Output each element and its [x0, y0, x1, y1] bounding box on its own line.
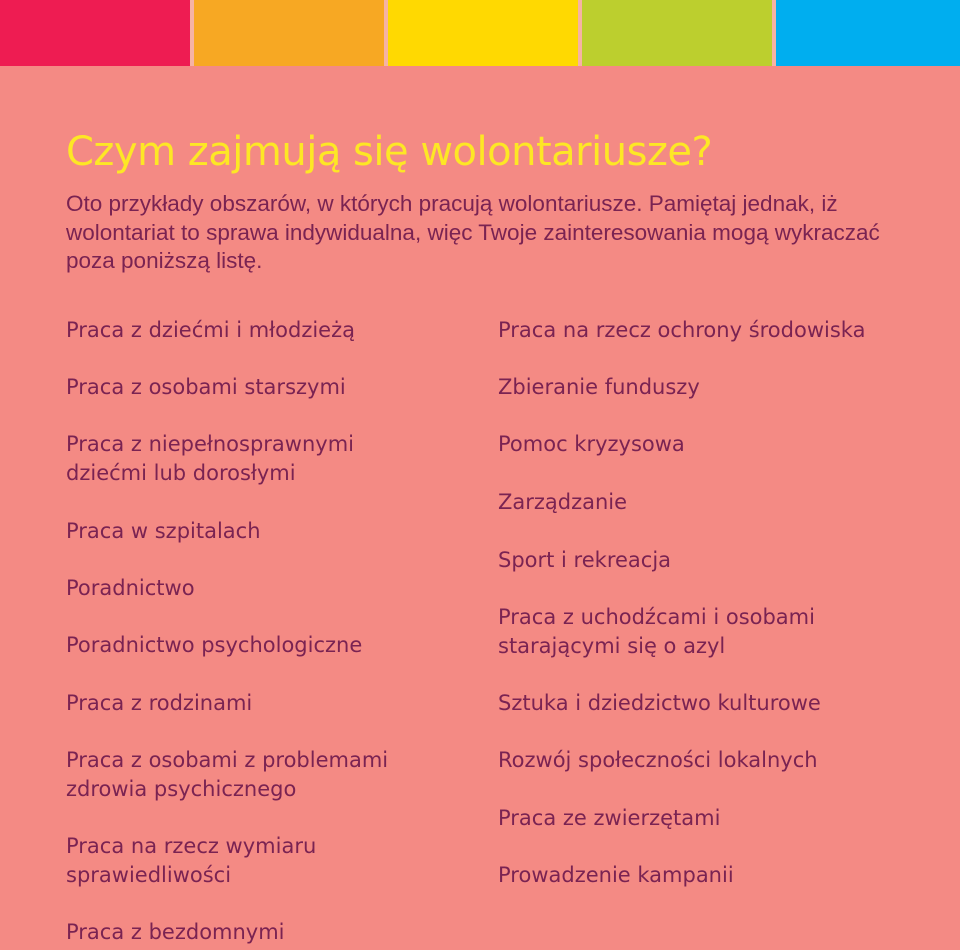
list-item [498, 488, 918, 517]
list-item [498, 316, 918, 345]
list-item-line: Praca z osobami starszymi [66, 375, 346, 399]
list-item [66, 631, 466, 660]
list-item-line: Sztuka i dziedzictwo kulturowe [498, 691, 821, 715]
list-item-line: sprawiedliwości [66, 863, 232, 887]
list-item [66, 689, 466, 718]
list-item-line: Poradnictwo [66, 576, 195, 600]
list-item [66, 574, 466, 603]
list-item [498, 546, 918, 575]
list-item [498, 804, 918, 833]
red-stripe [0, 0, 190, 66]
list-item-line: Praca z dziećmi i młodzieżą [66, 318, 355, 342]
list-item [498, 430, 918, 459]
list-item [66, 430, 466, 488]
list-item-line: Pomoc kryzysowa [498, 432, 685, 456]
page-title: Czym zajmują się wolontariusze? [66, 129, 713, 175]
list-item [66, 918, 466, 947]
list-item-line: starającymi się o azyl [498, 634, 726, 658]
list-item-line: zdrowia psychicznego [66, 777, 297, 801]
list-item [498, 373, 918, 402]
list-item-line: Praca na rzecz ochrony środowiska [498, 318, 866, 342]
list-item [66, 746, 466, 804]
list-item-line: Sport i rekreacja [498, 548, 672, 572]
list-item-line: Zarządzanie [498, 490, 628, 514]
yellow-stripe [388, 0, 578, 66]
color-stripe-band [0, 0, 960, 66]
list-item-line: Praca z uchodźcami i osobami [498, 605, 815, 629]
list-item [66, 832, 466, 890]
list-item-line: Zbieranie funduszy [498, 375, 700, 399]
list-item-line: Praca w szpitalach [66, 519, 261, 543]
list-item-line: Prowadzenie kampanii [498, 863, 734, 887]
list-item [498, 861, 918, 890]
list-item-line: Praca ze zwierzętami [498, 806, 721, 830]
list-item-line: dziećmi lub dorosłymi [66, 461, 296, 485]
list-item [66, 373, 466, 402]
blue-stripe [776, 0, 960, 66]
green-stripe [582, 0, 772, 66]
list-item-line: Praca z niepełnosprawnymi [66, 432, 355, 456]
list-item [498, 603, 918, 661]
intro-paragraph: Oto przykłady obszarów, w których pracują wolontariusze. Pamiętaj jednak, iż wolontariat to sprawa indywidualna, więc Twoje zainteresowania mogą wykraczać poza poniższą listę. [66, 191, 880, 273]
list-item-line: Poradnictwo psychologiczne [66, 633, 363, 657]
list-item-line: Praca z bezdomnymi [66, 920, 285, 944]
list-item [498, 746, 918, 775]
list-item-line: Praca z osobami z problemami [66, 748, 389, 772]
list-item-line: Rozwój społeczności lokalnych [498, 748, 818, 772]
list-item [66, 517, 466, 546]
list-item-line: Praca z rodzinami [66, 691, 253, 715]
list-item [66, 316, 466, 345]
orange-stripe [194, 0, 384, 66]
list-item-line: Praca na rzecz wymiaru [66, 834, 317, 858]
list-item [498, 689, 918, 718]
